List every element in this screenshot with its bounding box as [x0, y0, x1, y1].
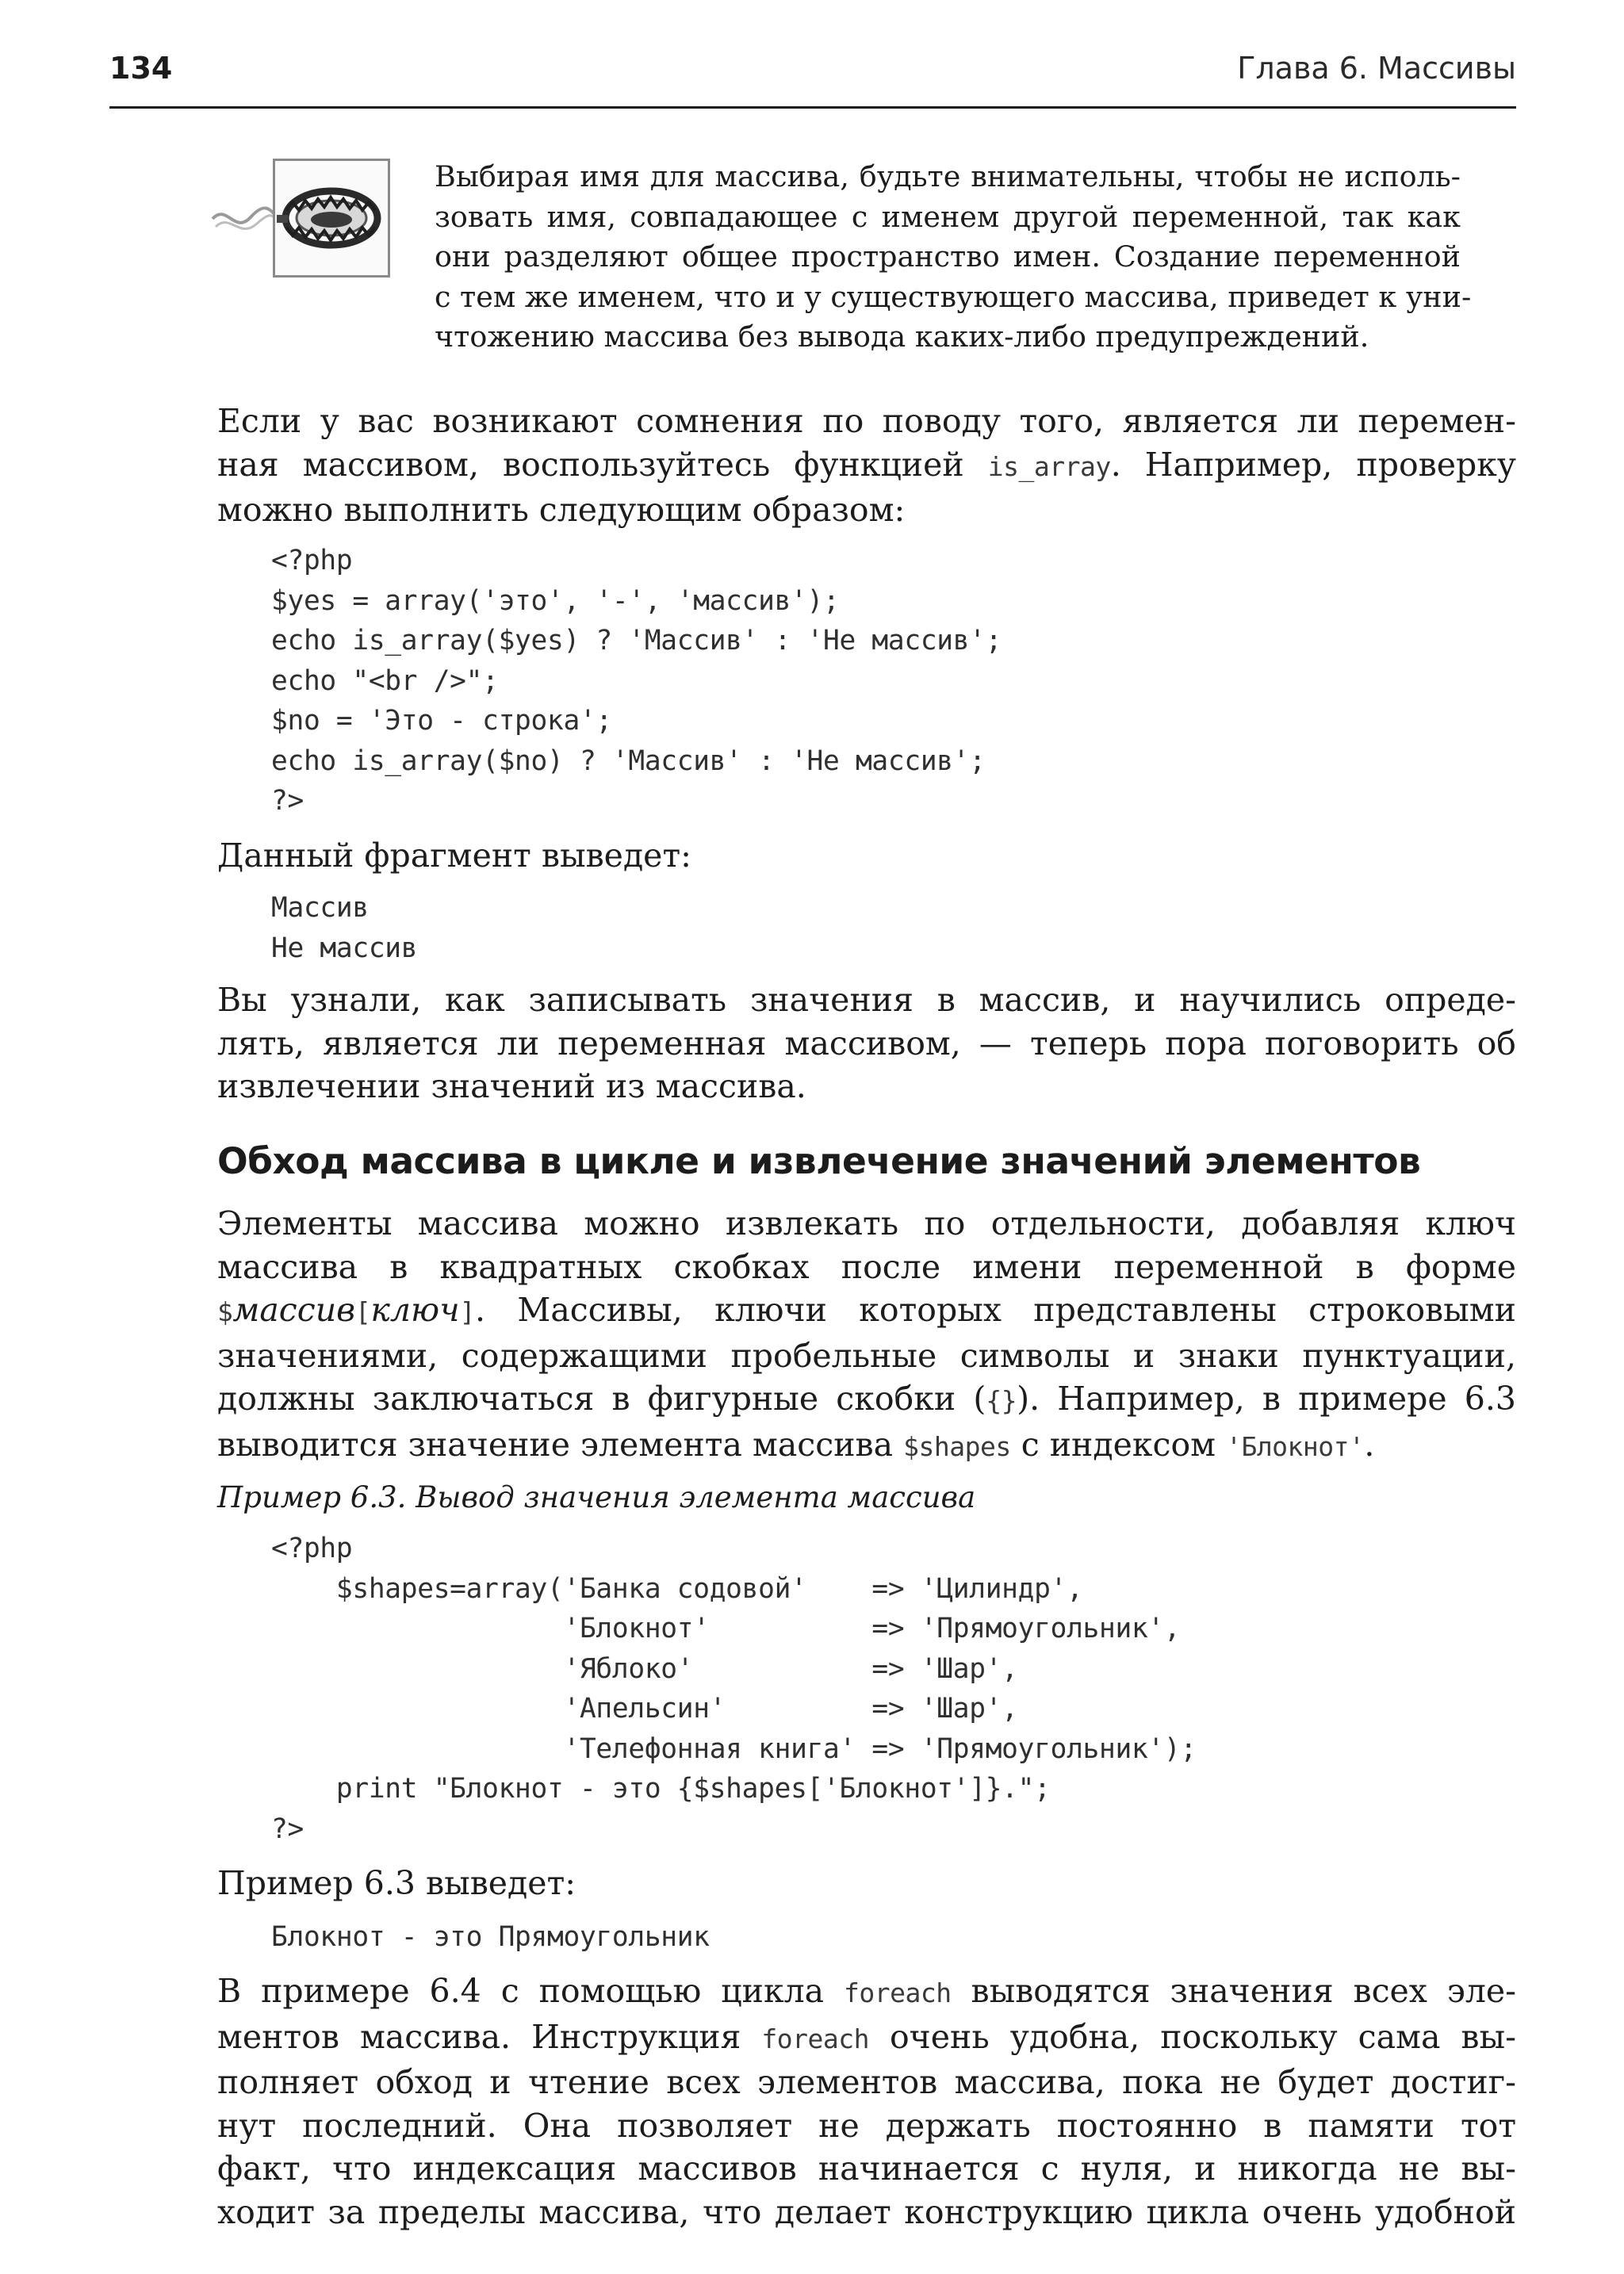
- example-output-intro: Пример 6.3 выведет:: [217, 1864, 576, 1902]
- text-line: [217, 1970, 1516, 2016]
- warning-line: Выбирая имя для массива, будьте внимательны, чтобы не исполь-: [435, 159, 1461, 193]
- inline-code: foreach: [844, 1977, 952, 2008]
- inline-code: 'Блокнот': [1226, 1430, 1365, 1462]
- text-fragment: выводятся значения всех эле-: [951, 1972, 1516, 2010]
- text-line: [217, 2016, 1516, 2062]
- italic-placeholder: массив: [232, 1291, 356, 1329]
- inline-code: $shapes: [903, 1430, 1011, 1462]
- header-rule: [109, 106, 1516, 109]
- text-line: Элементы массива можно извлекать по отдельности, добавляя ключ: [217, 1204, 1516, 1242]
- text-line: извлечении значений из массива.: [217, 1067, 806, 1105]
- text-fragment: ментов массива. Инструкция: [217, 2017, 762, 2056]
- code-output-is-array: Массив Не массив: [271, 892, 418, 964]
- text-line: лять, является ли переменная массивом, — теперь пора поговорить об: [217, 1024, 1516, 1062]
- bear-trap-icon: [273, 159, 390, 278]
- text-fragment: ). Например, в примере 6.3: [1017, 1380, 1516, 1418]
- text-fragment: . Например, проверку: [1110, 445, 1516, 484]
- paragraph-is-array: [217, 400, 1516, 532]
- code-listing-example-6-3: <?php $shapes=array('Банка содовой' => 'Цилиндр', 'Блокнот' => 'Прямоугольник', 'Яблоко' => 'Шар', 'Апельсин' => 'Шар', 'Телефонная книга' => 'Прямоугольник'); print "Блокнот - это {$shapes['Блокнот']}."; ?>: [271, 1533, 1197, 1845]
- code-listing-is-array: <?php $yes = array('это', '-', 'массив'); echo is_array($yes) ? 'Массив' : 'Не массив'; echo "<br />"; $no = 'Это - строка'; echo is_array($no) ? 'Массив' : 'Не массив'; ?>: [271, 545, 1002, 817]
- inline-code: [: [355, 1296, 371, 1327]
- text-line: [217, 443, 1516, 489]
- italic-placeholder: ключ: [370, 1291, 460, 1329]
- example-caption: Пример 6.3. Вывод значения элемента массива: [217, 1480, 976, 1514]
- output-intro: Данный фрагмент выведет:: [217, 836, 691, 875]
- inline-code: is_array: [987, 450, 1111, 482]
- text-fragment: выводится значение элемента массива: [217, 1425, 904, 1464]
- text-line: можно выполнить следующим образом:: [217, 491, 906, 529]
- warning-text: [435, 157, 1472, 358]
- smoke-decoration: [211, 195, 282, 243]
- text-fragment: очень удобна, поскольку сама вы-: [868, 2017, 1516, 2056]
- text-line: факт, что индексация массивов начинается с нуля, и никогда не вы-: [217, 2150, 1516, 2188]
- section-heading: Обход массива в цикле и извлечение значений элементов: [217, 1140, 1421, 1182]
- text-line: значениями, содержащими пробельные символы и знаки пунктуации,: [217, 1336, 1516, 1375]
- page-number: 134: [109, 51, 173, 86]
- running-head: Глава 6. Массивы: [1237, 51, 1516, 86]
- text-line: полняет обход и чтение всех элементов массива, пока не будет достиг-: [217, 2063, 1516, 2101]
- text-fragment: . Массивы, ключи которых представлены строковыми: [474, 1291, 1516, 1329]
- inline-code: $: [217, 1296, 233, 1327]
- text-line: Вы узнали, как записывать значения в массив, и научились опреде-: [217, 981, 1516, 1019]
- warning-line: зовать имя, совпадающее с именем другой переменной, так как: [435, 199, 1461, 234]
- text-fragment: с индексом: [1010, 1425, 1227, 1464]
- inline-code: ]: [459, 1296, 475, 1327]
- text-line: ходит за пределы массива, что делает конструкцию цикла очень удобной: [217, 2192, 1516, 2231]
- warning-line: они разделяют общее пространство имен. Создание переменной: [435, 239, 1461, 274]
- code-output-example-6-3: Блокнот - это Прямоугольник: [271, 1921, 710, 1953]
- text-line: [217, 1423, 1516, 1469]
- text-fragment: должны заключаться в фигурные скобки (: [217, 1380, 986, 1418]
- paragraph-foreach: [217, 1970, 1516, 2234]
- text-fragment: В примере 6.4 с помощью цикла: [217, 1972, 844, 2010]
- paragraph-summary: [217, 978, 1516, 1108]
- text-line: [217, 1377, 1516, 1423]
- inline-code: foreach: [761, 2023, 869, 2054]
- text-fragment: .: [1364, 1425, 1375, 1464]
- inline-code: {}: [986, 1385, 1017, 1416]
- warning-line: с тем же именем, что и у существующего массива, приведет к уни-: [435, 279, 1472, 314]
- text-fragment: ная массивом, воспользуйтесь функцией: [217, 445, 988, 484]
- text-line: Если у вас возникают сомнения по поводу того, является ли перемен-: [217, 402, 1516, 440]
- text-line: нут последний. Она позволяет не держать постоянно в памяти тот: [217, 2106, 1516, 2145]
- page-header: [109, 46, 1516, 94]
- text-line: массива в квадратных скобках после имени переменной в форме: [217, 1247, 1516, 1286]
- warning-line: чтожению массива без вывода каких-либо предупреждений.: [435, 320, 1369, 354]
- text-line: [217, 1288, 1516, 1334]
- paragraph-array-keys: [217, 1202, 1516, 1468]
